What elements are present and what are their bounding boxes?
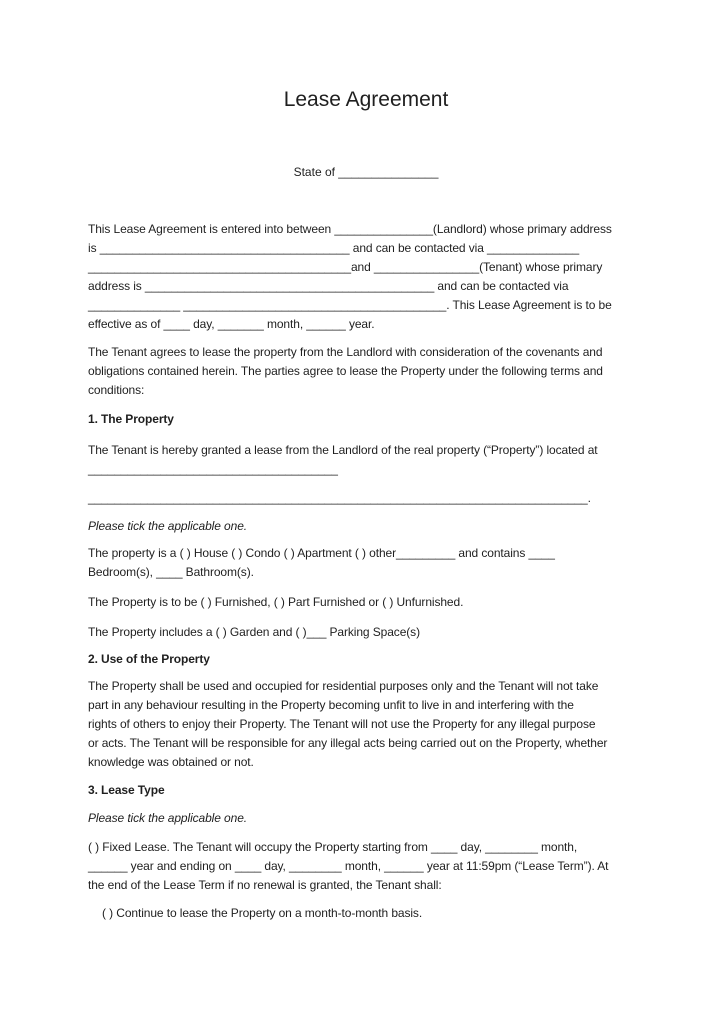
use-line-5: knowledge was obtained or not. xyxy=(88,755,254,769)
intro-line-6: effective as of ____ day, _______ month, ______ year. xyxy=(88,317,375,331)
intro-line-1: This Lease Agreement is entered into between _______________(Landlord) whose primary address xyxy=(88,222,612,236)
tick-note-1: Please tick the applicable one. xyxy=(88,519,248,533)
section-2-heading: 2. Use of the Property xyxy=(88,652,210,666)
includes-paragraph: The Property includes a ( ) Garden and ( )___ Parking Space(s) xyxy=(88,625,420,639)
intro-paragraph xyxy=(88,220,644,334)
state-of-line: State of _______________ xyxy=(293,165,439,179)
tick-note-2: Please tick the applicable one. xyxy=(88,811,248,825)
agreement-paragraph xyxy=(88,343,644,400)
agreement-line-2: obligations contained herein. The parties agree to lease the Property under the following terms and xyxy=(88,364,603,378)
property-granted-paragraph xyxy=(88,441,644,479)
granted-line-1: The Tenant is hereby granted a lease from the Landlord of the real property (“Property”) located at xyxy=(88,443,598,457)
furnishing-paragraph: The Property is to be ( ) Furnished, ( ) Part Furnished or ( ) Unfurnished. xyxy=(88,595,464,609)
intro-line-2: is ______________________________________ and can be contacted via ______________ xyxy=(88,241,580,255)
agreement-line-1: The Tenant agrees to lease the property from the Landlord with consideration of the covenants and xyxy=(88,345,603,359)
fixed-lease-line-3: the end of the Lease Term if no renewal is granted, the Tenant shall: xyxy=(88,878,442,892)
property-address-blank: ____________________________________________________________________________. xyxy=(88,491,591,505)
use-line-3: rights of others to enjoy their Property. The Tenant will not use the Property for any illegal purpose xyxy=(88,717,596,731)
section-1-heading: 1. The Property xyxy=(88,412,174,426)
intro-line-4: address is ____________________________________________ and can be contacted via xyxy=(88,279,569,293)
agreement-line-3: conditions: xyxy=(88,383,145,397)
use-line-4: or acts. The Tenant will be responsible for any illegal acts being carried out on the Property, whether xyxy=(88,736,608,750)
use-of-property-paragraph xyxy=(88,677,644,772)
granted-blank-line: ______________________________________ xyxy=(88,462,338,476)
fixed-lease-line-2: ______ year and ending on ____ day, ________ month, ______ year at 11:59pm (“Lease Term”). At xyxy=(88,859,609,873)
use-line-1: The Property shall be used and occupied for residential purposes only and the Tenant will not take xyxy=(88,679,599,693)
property-type-line-2: Bedroom(s), ____ Bathroom(s). xyxy=(88,565,254,579)
intro-line-5: ______________ ________________________________________. This Lease Agreement is to be xyxy=(88,298,612,312)
use-line-2: part in any behaviour resulting in the Property becoming unfit to live in and interfering with the xyxy=(88,698,574,712)
fixed-lease-line-1: ( ) Fixed Lease. The Tenant will occupy the Property starting from ____ day, ________ month, xyxy=(88,840,578,854)
intro-line-3: ________________________________________and ________________(Tenant) whose primary xyxy=(88,260,603,274)
fixed-lease-paragraph xyxy=(88,838,644,895)
continue-option-paragraph: ( ) Continue to lease the Property on a month-to-month basis. xyxy=(102,906,423,920)
property-type-paragraph xyxy=(88,544,644,582)
document-title: Lease Agreement xyxy=(283,88,449,111)
property-type-line-1: The property is a ( ) House ( ) Condo ( ) Apartment ( ) other_________ and contains ____ xyxy=(88,546,555,560)
section-3-heading: 3. Lease Type xyxy=(88,783,165,797)
